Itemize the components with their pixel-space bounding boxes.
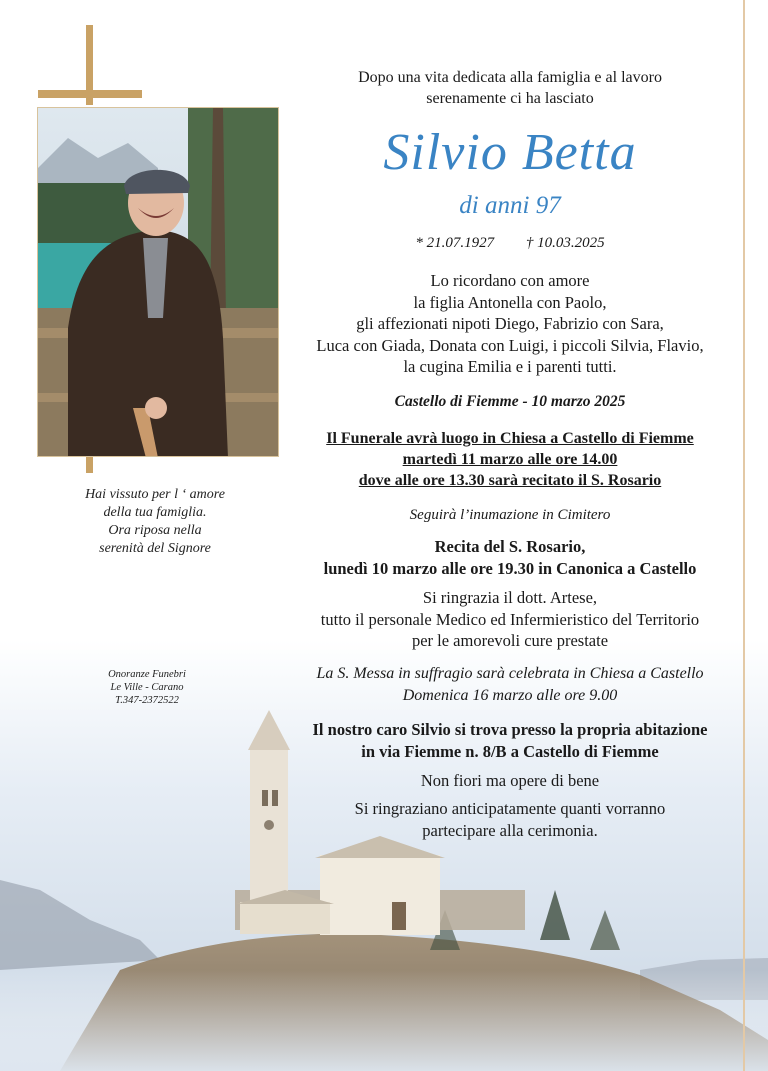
funeral-home-phone: T.347-2372522 bbox=[115, 695, 179, 706]
quote-line: serenità del Signore bbox=[99, 541, 211, 556]
memorial-quote bbox=[40, 486, 270, 558]
home-line: Il nostro caro Silvio si trova presso la propria abitazione bbox=[312, 720, 708, 739]
portrait-photo bbox=[37, 107, 279, 457]
mourners-line: la figlia Antonella con Paolo, bbox=[413, 292, 607, 312]
mourners-line: gli affezionati nipoti Diego, Fabrizio con Sara, bbox=[356, 314, 664, 333]
closing-thanks bbox=[280, 798, 740, 841]
thanks-note bbox=[280, 587, 740, 652]
funeral-line: Il Funerale avrà luogo in Chiesa a Castello di Fiemme bbox=[326, 430, 694, 447]
mourners-list bbox=[280, 270, 740, 378]
burial-note: Seguirà l’inumazione in Cimitero bbox=[409, 507, 611, 523]
funeral-announcement bbox=[280, 428, 740, 491]
mass-line: Domenica 16 marzo alle ore 9.00 bbox=[402, 686, 618, 704]
place-and-date: Castello di Fiemme - 10 marzo 2025 bbox=[394, 393, 626, 410]
funeral-home-name: Onoranze Funebri bbox=[108, 669, 186, 680]
closing-line: partecipare alla cerimonia. bbox=[422, 820, 598, 840]
mourners-line: Luca con Giada, Donata con Luigi, i piccoli Silvia, Flavio, bbox=[316, 335, 704, 355]
deceased-name: Silvio Betta bbox=[383, 124, 637, 181]
deceased-age: di anni 97 bbox=[459, 192, 561, 219]
funeral-home-location: Le Ville - Carano bbox=[110, 682, 184, 693]
cross-foot bbox=[86, 456, 93, 473]
rosary-announcement bbox=[280, 536, 740, 579]
birth-date: * 21.07.1927 bbox=[415, 235, 495, 251]
rosary-line: lunedì 10 marzo alle ore 19.30 in Canonica a Castello bbox=[323, 558, 697, 578]
quote-line: della tua famiglia. bbox=[103, 505, 207, 520]
death-date: † 10.03.2025 bbox=[525, 235, 605, 251]
mass-line: La S. Messa in suffragio sarà celebrata in Chiesa a Castello bbox=[316, 665, 704, 682]
intro-line: serenamente ci ha lasciato bbox=[426, 90, 594, 107]
rosary-line: Recita del S. Rosario, bbox=[434, 537, 586, 556]
home-line: in via Fiemme n. 8/B a Castello di Fiemme bbox=[361, 741, 659, 761]
closing-line: Si ringraziano anticipatamente quanti vorranno bbox=[354, 799, 666, 818]
funeral-home-info bbox=[82, 668, 212, 707]
funeral-line: dove alle ore 13.30 sarà recitato il S. Rosario bbox=[358, 472, 662, 489]
mass-announcement bbox=[280, 663, 740, 706]
thanks-line: per le amorevoli cure prestate bbox=[411, 631, 609, 650]
flowers-note: Non fiori ma opere di bene bbox=[420, 771, 600, 790]
cross-arm bbox=[38, 90, 142, 98]
life-dates bbox=[280, 233, 740, 253]
thanks-line: tutto il personale Medico ed Infermieristico del Territorio bbox=[320, 609, 700, 629]
intro-text bbox=[280, 67, 740, 109]
mourners-line: la cugina Emilia e i parenti tutti. bbox=[403, 357, 617, 376]
mourners-line: Lo ricordano con amore bbox=[430, 271, 590, 290]
quote-line: Hai vissuto per l ‘ amore bbox=[85, 487, 225, 502]
quote-line: Ora riposa nella bbox=[108, 523, 202, 538]
right-border-rule bbox=[743, 0, 745, 1071]
home-viewing-note bbox=[280, 719, 740, 762]
funeral-line: martedì 11 marzo alle ore 14.00 bbox=[402, 451, 618, 468]
thanks-line: Si ringrazia il dott. Artese, bbox=[422, 588, 598, 607]
intro-line: Dopo una vita dedicata alla famiglia e al lavoro bbox=[358, 69, 662, 86]
